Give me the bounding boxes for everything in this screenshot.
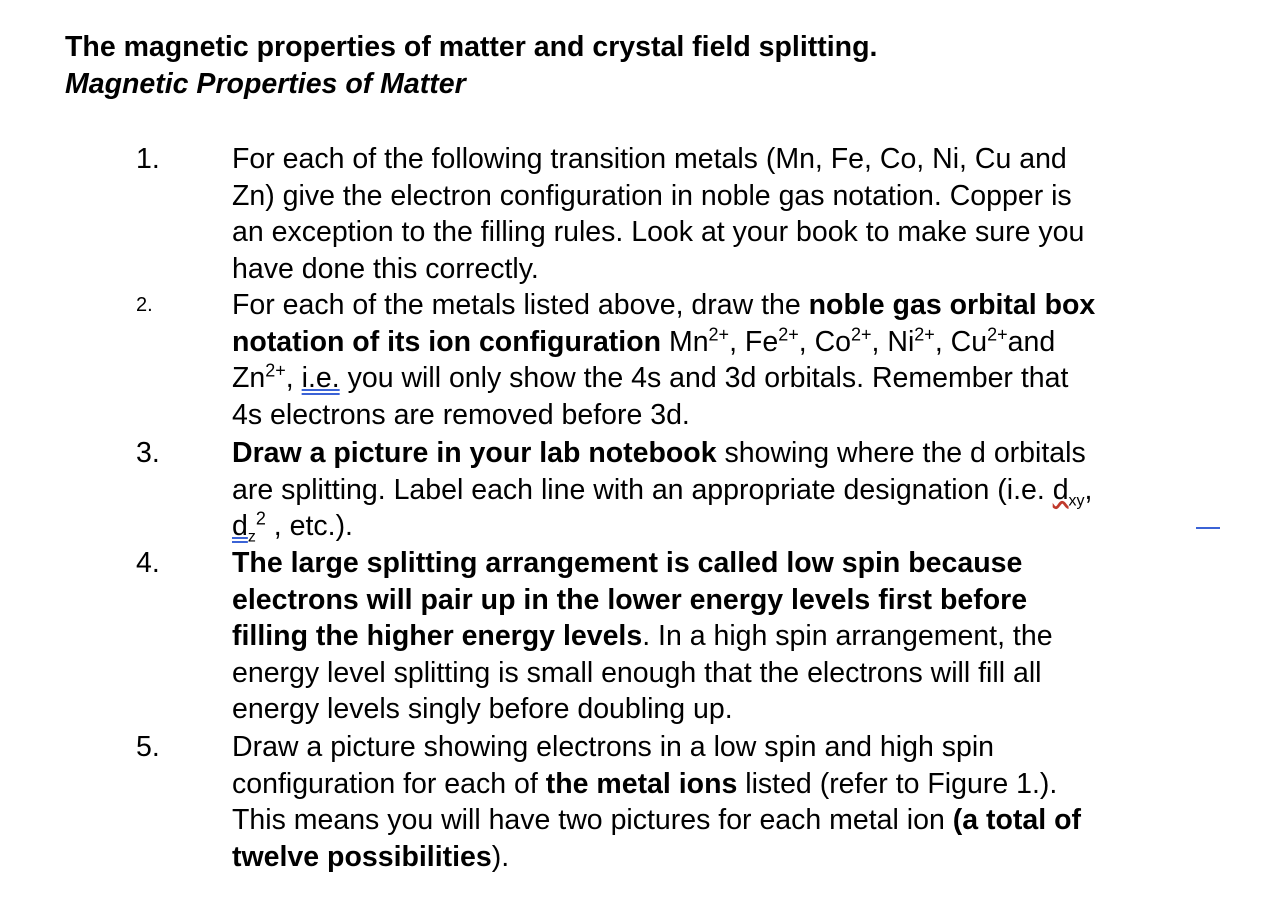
item-text xyxy=(232,287,1217,433)
ion-symbol: Ni xyxy=(887,325,915,358)
bold-run: electrons will pair up in the lower energy levels first before xyxy=(232,583,1028,616)
ion-symbol: Mn xyxy=(668,325,709,358)
orbital-base: d xyxy=(232,510,248,543)
text-line xyxy=(232,618,1217,655)
text-line: energy level splitting is small enough that the electrons will fill all xyxy=(232,656,1042,689)
text-line xyxy=(232,545,1217,582)
orbital-base: d xyxy=(1052,473,1069,506)
text-run: are splitting. Label each line with an appropriate designation (i.e. xyxy=(232,473,1053,506)
item-number: 4. xyxy=(136,547,160,579)
item-text xyxy=(232,545,1217,728)
text-line: 4s electrons are removed before 3d. xyxy=(232,398,690,431)
text-line xyxy=(232,582,1217,619)
ion-charge: 2+ xyxy=(914,324,935,345)
text-line: an exception to the filling rules. Look at your book to make sure you xyxy=(232,216,1085,249)
ion-charge: 2+ xyxy=(778,324,799,345)
dxy-label xyxy=(1052,473,1093,510)
orbital-subscript: xy xyxy=(1068,492,1085,510)
text-run: , xyxy=(1084,473,1093,506)
text-run: , etc.). xyxy=(265,510,353,543)
text-run: configuration for each of xyxy=(232,767,546,800)
bold-run: notation of its ion configuration xyxy=(232,325,662,358)
bold-run: Draw a picture in your lab notebook xyxy=(232,437,717,469)
text-line: have done this correctly. xyxy=(232,252,539,285)
text-line: For each of the following transition metals (Mn, Fe, Co, Ni, Cu and xyxy=(232,143,1067,175)
text-line: Zn) give the electron configuration in noble gas notation. Copper is xyxy=(232,179,1072,212)
text-line xyxy=(232,766,1217,803)
item-text xyxy=(232,729,1217,875)
text-run: For each of the metals listed above, draw the xyxy=(232,289,809,321)
text-run: listed (refer to Figure 1.). xyxy=(737,767,1058,800)
document-subtitle: Magnetic Properties of Matter xyxy=(65,68,466,100)
item-text xyxy=(232,141,1217,287)
bold-run: The large splitting arrangement is called low spin because xyxy=(232,547,1023,579)
orbital-subscript: z xyxy=(247,528,256,546)
text-run: . In a high spin arrangement, the xyxy=(642,620,1053,653)
dz2-label xyxy=(232,510,256,546)
ie-abbrev: i.e. xyxy=(301,362,340,395)
text-run: you will only show the 4s and 3d orbitals. Remember that xyxy=(339,362,1069,395)
item-number: 3. xyxy=(136,437,160,469)
text-line xyxy=(232,287,1217,324)
bold-run: filling the higher energy levels xyxy=(232,620,643,653)
ion-symbol: Fe xyxy=(744,325,779,358)
bold-run: (a total of xyxy=(952,804,1081,837)
text-run: This means you will have two pictures for each metal ion xyxy=(232,804,953,837)
text-run: showing where the d orbitals xyxy=(716,437,1086,469)
text-line: $Zn^{2+}$, i.e. you will only show the 4s and 3d orbitals. Remember that xyxy=(232,360,1069,395)
spellcheck-underline xyxy=(1196,527,1220,529)
bold-run: twelve possibilities xyxy=(232,840,492,873)
text-line xyxy=(232,508,1217,545)
item-number: 2. xyxy=(136,294,153,316)
text-line: notation of its ion configuration $Mn^{2+}$, $Fe^{2+}$, $Co^{2+}$, $Ni^{2+}$, $Cu^{2+}and$ xyxy=(232,324,1056,358)
ion-symbol: Co xyxy=(814,325,851,358)
item-number: 1. xyxy=(136,143,160,175)
document-title: The magnetic properties of matter and crystal field splitting. xyxy=(65,31,878,63)
text-line xyxy=(232,435,1217,472)
text-line xyxy=(232,472,1217,509)
bold-run: noble gas orbital box xyxy=(808,289,1096,321)
item-text xyxy=(232,435,1217,545)
text-line xyxy=(232,839,1217,876)
text-line: Draw a picture showing electrons in a low spin and high spin xyxy=(232,731,994,763)
ion-charge: 2+ xyxy=(265,360,286,381)
ion-symbol: Cu xyxy=(950,325,988,358)
item-number: 5. xyxy=(136,731,160,763)
orbital-superscript: 2 xyxy=(255,508,266,529)
text-run: ). xyxy=(491,840,510,873)
ion-charge: 2+ xyxy=(987,324,1008,345)
ion-charge: 2+ xyxy=(708,324,730,345)
text-run: and xyxy=(1007,325,1056,358)
text-line: energy levels singly before doubling up. xyxy=(232,693,733,726)
bold-run: the metal ions xyxy=(545,767,738,800)
ion-charge: 2+ xyxy=(851,324,872,345)
text-line xyxy=(232,802,1217,839)
ion-symbol: Zn xyxy=(232,362,266,395)
